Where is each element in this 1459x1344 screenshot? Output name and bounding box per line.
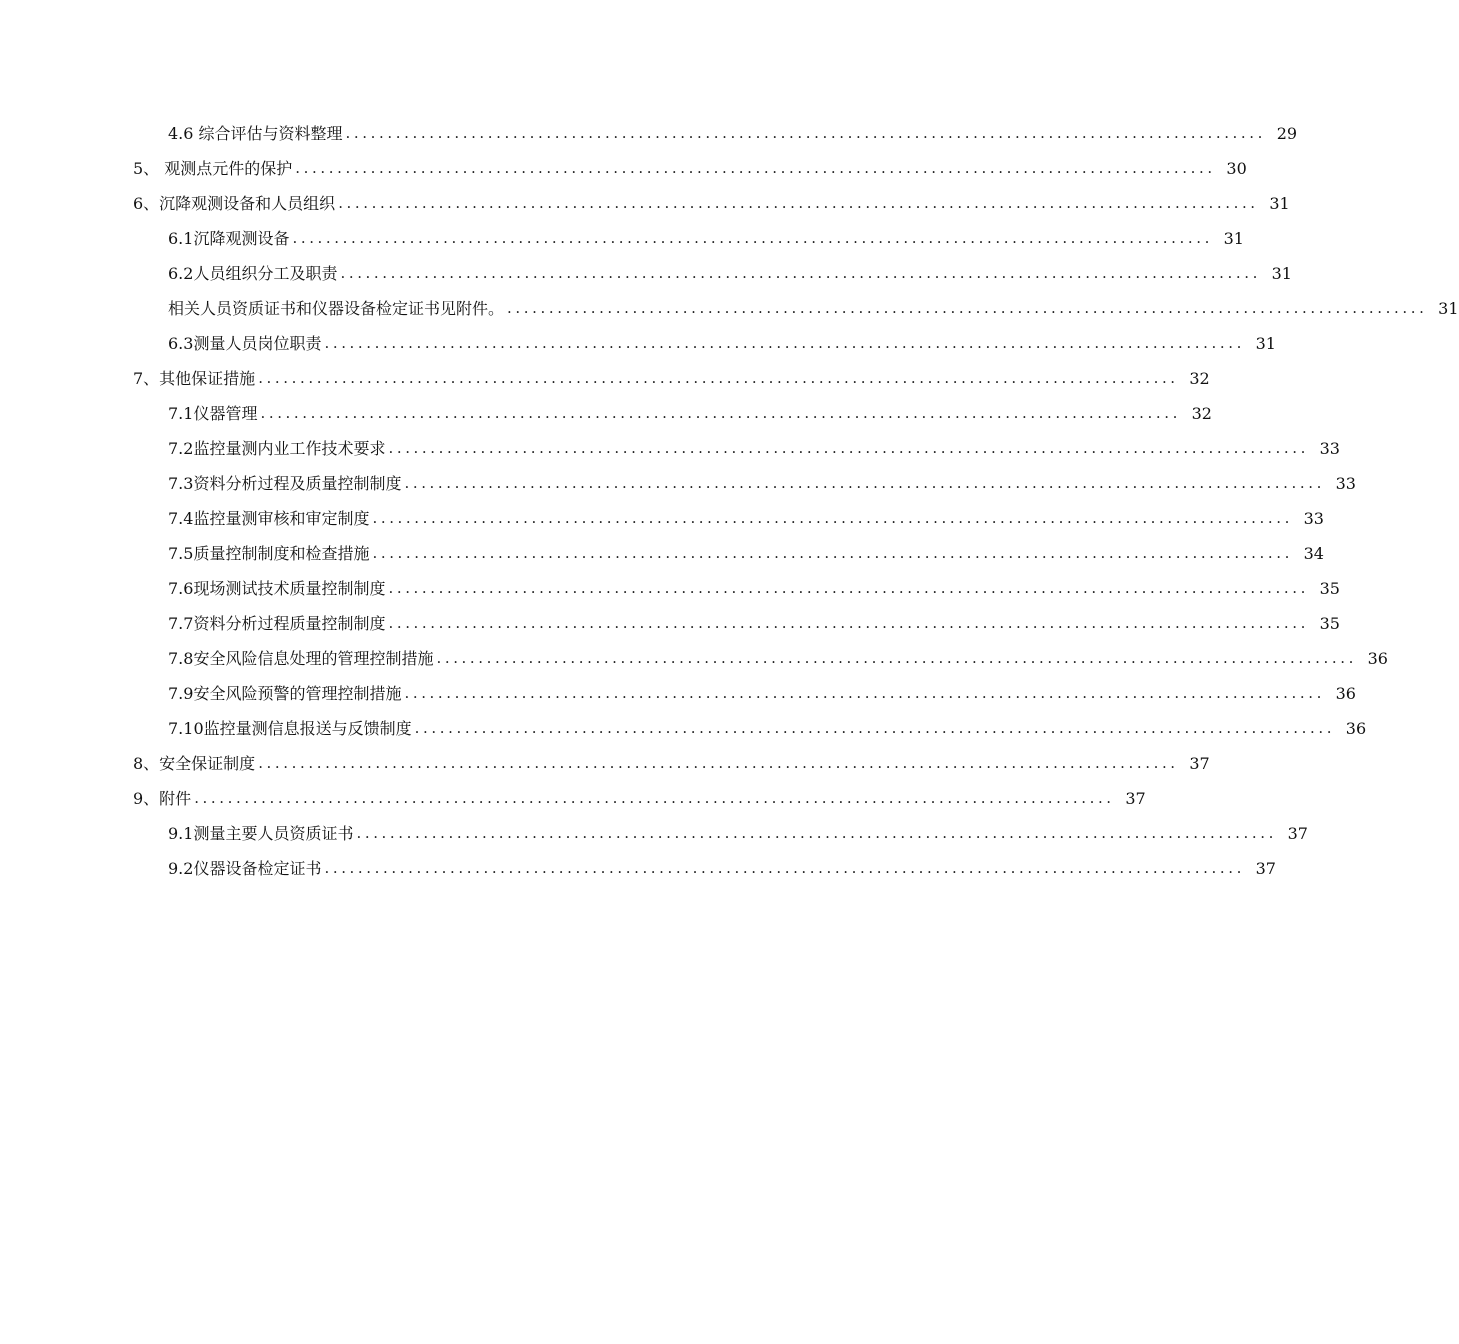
toc-entry-label: 7.2监控量测内业工作技术要求 [168, 431, 386, 466]
toc-entry-page: 32 [1189, 369, 1210, 388]
toc-entry-label: 7、其他保证措施 [133, 361, 256, 396]
toc-entry-page: 31 [1269, 194, 1290, 213]
toc-entry-label: 7.5质量控制制度和检查措施 [168, 536, 370, 571]
dot-leader: .............................................................................................................. [340, 264, 1261, 282]
dot-leader: .............................................................................................................. [292, 229, 1213, 247]
toc-entry-label: 6.2人员组织分工及职责 [168, 256, 338, 291]
dot-leader: .............................................................................................................. [507, 299, 1428, 317]
toc-entry-page: 32 [1191, 404, 1212, 423]
toc-entry[interactable] [0, 186, 1290, 221]
toc-entry-page: 31 [1223, 229, 1244, 248]
toc-entry[interactable] [0, 466, 1356, 501]
toc-entry[interactable] [0, 711, 1367, 746]
toc-entry[interactable] [0, 816, 1308, 851]
toc-entry[interactable] [0, 396, 1212, 431]
dot-leader: .............................................................................................................. [388, 579, 1309, 597]
dot-leader: .............................................................................................................. [194, 789, 1115, 807]
toc-entry-label: 9.2仪器设备检定证书 [168, 851, 322, 886]
toc-entry-page: 37 [1287, 824, 1308, 843]
toc-entry-label: 4.6 综合评估与资料整理 [168, 116, 344, 151]
toc-entry-page: 37 [1255, 859, 1276, 878]
dot-leader: .............................................................................................................. [324, 859, 1245, 877]
toc-entry-label: 7.1仪器管理 [168, 396, 258, 431]
toc-entry[interactable] [0, 641, 1388, 676]
dot-leader: .............................................................................................................. [388, 439, 1309, 457]
toc-entry[interactable] [0, 571, 1340, 606]
dot-leader: .............................................................................................................. [258, 369, 1179, 387]
toc-entry[interactable] [0, 746, 1210, 781]
toc-entry-page: 35 [1319, 579, 1340, 598]
toc-entry-label: 8、安全保证制度 [133, 746, 256, 781]
toc-entry[interactable] [0, 606, 1340, 641]
dot-leader: .............................................................................................................. [324, 334, 1245, 352]
toc-entry-page: 31 [1255, 334, 1276, 353]
toc-entry-page: 37 [1189, 754, 1210, 773]
dot-leader: .............................................................................................................. [260, 404, 1181, 422]
dot-leader: .............................................................................................................. [295, 159, 1216, 177]
toc-entry-page: 33 [1303, 509, 1324, 528]
toc-entry-label: 7.3资料分析过程及质量控制制度 [168, 466, 402, 501]
toc-entry-page: 37 [1125, 789, 1146, 808]
toc-entry-label: 7.4监控量测审核和审定制度 [168, 501, 370, 536]
dot-leader: .............................................................................................................. [436, 649, 1357, 667]
toc-entry-page: 34 [1303, 544, 1324, 563]
toc-entry[interactable] [0, 291, 1459, 326]
toc-entry[interactable] [0, 151, 1247, 186]
dot-leader: .............................................................................................................. [345, 124, 1267, 142]
toc-entry-label: 7.6现场测试技术质量控制制度 [168, 571, 386, 606]
toc-entry-page: 31 [1438, 299, 1459, 318]
toc-entry-label: 9.1测量主要人员资质证书 [168, 816, 354, 851]
toc-entry[interactable] [0, 536, 1324, 571]
toc-entry[interactable] [0, 116, 1298, 151]
toc-entry-label: 7.9安全风险预警的管理控制措施 [168, 676, 402, 711]
dot-leader: .............................................................................................................. [414, 719, 1336, 737]
toc-entry-page: 35 [1319, 614, 1340, 633]
dot-leader: .............................................................................................................. [338, 194, 1259, 212]
dot-leader: .............................................................................................................. [258, 754, 1179, 772]
toc-entry-page: 36 [1367, 649, 1388, 668]
toc-entry-label: 5、 观测点元件的保护 [133, 151, 293, 186]
toc-entry-page: 33 [1335, 474, 1356, 493]
toc-entry-page: 30 [1226, 159, 1247, 178]
toc-entry[interactable] [0, 431, 1340, 466]
dot-leader: .............................................................................................................. [388, 614, 1309, 632]
toc-entry-page: 29 [1276, 124, 1298, 143]
toc-entry[interactable] [0, 781, 1146, 816]
toc-entry-label: 6.3测量人员岗位职责 [168, 326, 322, 361]
toc-entry[interactable] [0, 221, 1244, 256]
toc-entry-page: 36 [1345, 719, 1367, 738]
toc-entry-label: 7.10监控量测信息报送与反馈制度 [168, 711, 413, 746]
toc-entry[interactable] [0, 851, 1276, 886]
toc-entry[interactable] [0, 361, 1210, 396]
toc-entry[interactable] [0, 256, 1292, 291]
dot-leader: .............................................................................................................. [404, 474, 1325, 492]
toc-entry-label: 相关人员资质证书和仪器设备检定证书见附件。 [168, 291, 505, 326]
dot-leader: .............................................................................................................. [372, 544, 1293, 562]
table-of-contents [0, 116, 1459, 886]
dot-leader: .............................................................................................................. [404, 684, 1325, 702]
toc-entry-label: 6、沉降观测设备和人员组织 [133, 186, 336, 221]
toc-entry[interactable] [0, 676, 1356, 711]
toc-entry-label: 9、附件 [133, 781, 192, 816]
dot-leader: .............................................................................................................. [356, 824, 1277, 842]
dot-leader: .............................................................................................................. [372, 509, 1293, 527]
toc-entry-label: 6.1沉降观测设备 [168, 221, 290, 256]
toc-entry[interactable] [0, 326, 1276, 361]
toc-entry-label: 7.7资料分析过程质量控制制度 [168, 606, 386, 641]
toc-entry-page: 31 [1271, 264, 1292, 283]
toc-entry[interactable] [0, 501, 1324, 536]
toc-entry-page: 36 [1335, 684, 1356, 703]
toc-entry-page: 33 [1319, 439, 1340, 458]
toc-entry-label: 7.8安全风险信息处理的管理控制措施 [168, 641, 434, 676]
